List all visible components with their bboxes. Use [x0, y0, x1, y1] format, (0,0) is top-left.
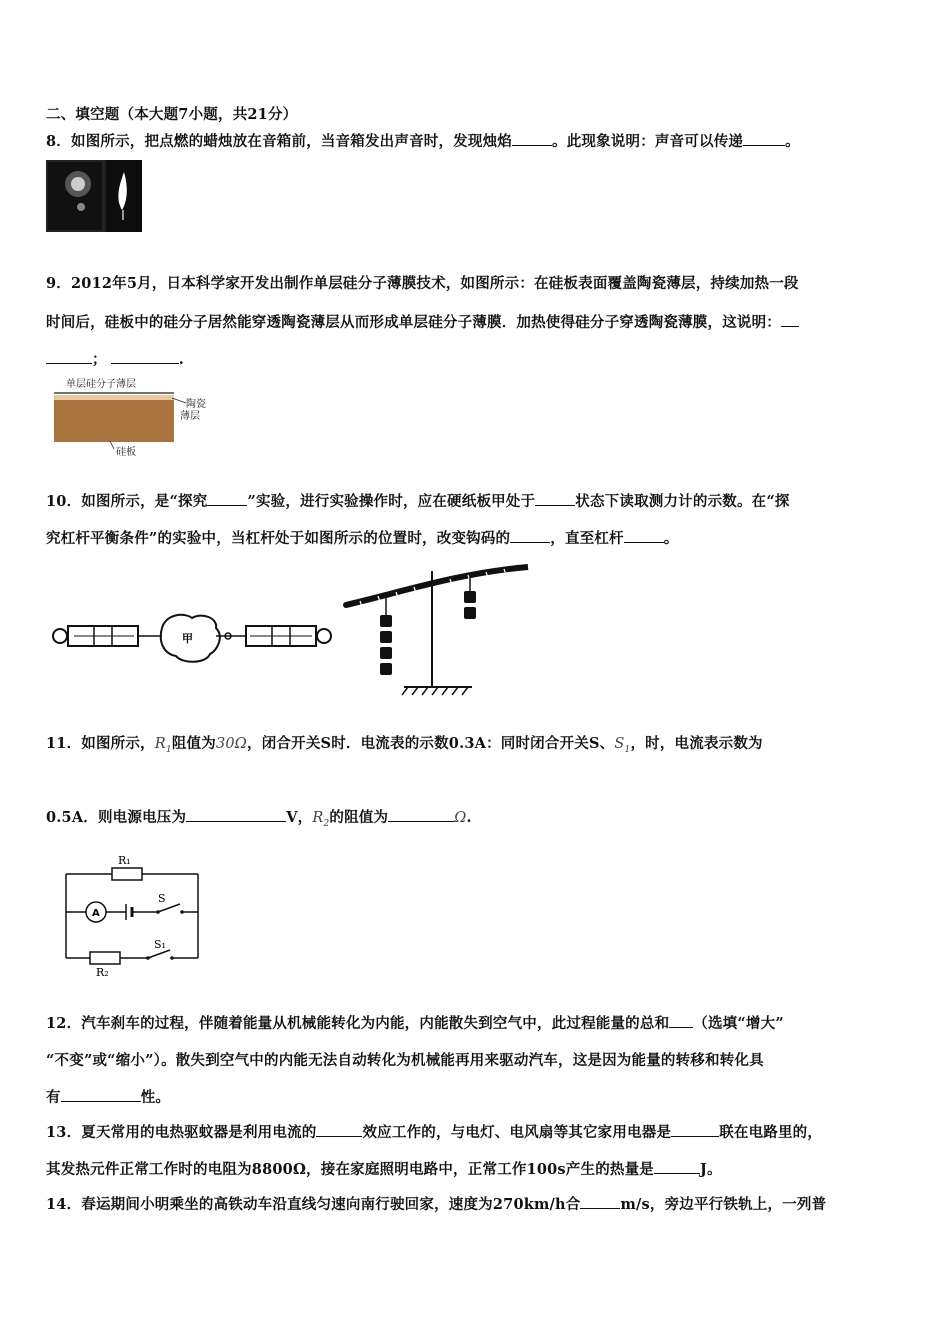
q13-text-a: 13．夏天常用的电热驱蚊器是利用电流的 — [46, 1124, 317, 1141]
question-13-line-2 — [46, 1158, 722, 1179]
q10-text-f: 。 — [663, 530, 679, 547]
film-right-label-1: 陶瓷 — [186, 399, 206, 410]
q13-blank-3[interactable] — [654, 1161, 700, 1174]
speaker-candle-figure — [46, 160, 142, 232]
q9-end: . — [178, 351, 184, 368]
ammeter-label: A — [92, 908, 100, 919]
question-10-line-1 — [46, 490, 790, 511]
q8-blank-2[interactable] — [743, 133, 785, 146]
q9-line2-text: 时间后，硅板中的硅分子居然能穿透陶瓷薄层从而形成单层硅分子薄膜．加热使得硅分子穿透陶瓷薄膜，这说明： — [46, 314, 781, 331]
q8-text-c: 。 — [785, 133, 800, 150]
q12-text-b: （选填“增大” — [693, 1015, 784, 1032]
section-title: 二、填空题（本大题7小题，共21分） — [46, 106, 298, 123]
question-8 — [46, 130, 800, 151]
q12-text-d: 性。 — [140, 1089, 171, 1106]
q10-text-a: 10．如图所示，是“探究 — [46, 493, 208, 510]
q9-blank-2[interactable] — [111, 351, 179, 364]
film-bottom-label: 硅板 — [116, 447, 136, 457]
q10-blank-3[interactable] — [510, 530, 550, 543]
q14-text-a: 14．春运期间小明乘坐的高铁动车沿直线匀速向南行驶回家，速度为270km/h合 — [46, 1196, 581, 1213]
q10-text-c: 状态下读取测力计的示数。在“探 — [575, 493, 790, 510]
circuit-s-label: S — [158, 892, 166, 905]
q13-blank-1[interactable] — [316, 1124, 362, 1137]
circuit-r2-label: R₂ — [96, 966, 109, 979]
q11-text-f: V， — [286, 809, 313, 826]
ohm-unit: Ω — [454, 810, 467, 826]
q13-text-c: 联在电路里的， — [719, 1124, 823, 1141]
question-12-line-1 — [46, 1012, 784, 1033]
q9-blank-1a[interactable] — [781, 314, 799, 327]
q8-blank-1[interactable] — [512, 133, 552, 146]
q10-blank-1[interactable] — [207, 493, 247, 506]
q13-blank-2[interactable] — [671, 1124, 719, 1137]
question-9-line-1: 9．2012年5月，日本科学家开发出制作单层硅分子薄膜技术，如图所示：在硅板表面覆盖陶瓷薄层，持续加热一段 — [46, 275, 799, 292]
question-12-line-2: “不变”或“缩小”）。散失到空气中的内能无法自动转化为机械能再用来驱动汽车，这是因为能量的转移和转化具 — [46, 1052, 764, 1069]
question-11-line-2 — [46, 806, 472, 829]
r1-value: 30Ω — [215, 736, 248, 752]
q11-text-d: ，时，电流表示数为 — [630, 735, 763, 752]
circuit-s1-label: S₁ — [154, 938, 166, 951]
q14-blank-1[interactable] — [580, 1196, 620, 1209]
question-10-line-2 — [46, 527, 678, 548]
q8-text-a: 8．如图所示，把点燃的蜡烛放在音箱前，当音箱发出声音时，发现烛焰 — [46, 133, 512, 150]
q10-blank-2[interactable] — [535, 493, 575, 506]
q11-text-c: ，闭合开关S时．电流表的示数0.3A：同时闭合开关S、 — [247, 735, 615, 752]
q11-text-g: 的阻值为 — [329, 809, 389, 826]
q11-blank-2[interactable] — [388, 809, 454, 822]
q10-text-e: ，直至杠杆 — [550, 530, 624, 547]
question-9-line-2 — [46, 311, 799, 332]
q13-text-e: J。 — [700, 1161, 722, 1178]
q14-text-b: m/s，旁边平行铁轨上，一列普 — [620, 1196, 827, 1213]
q11-end: . — [466, 809, 472, 826]
q12-blank-1[interactable] — [669, 1015, 693, 1028]
cardboard-label: 甲 — [182, 632, 193, 645]
question-13-line-1 — [46, 1121, 822, 1142]
q10-text-b: ”实验，进行实验操作时，应在硬纸板甲处于 — [247, 493, 536, 510]
question-14-line-1 — [46, 1193, 826, 1214]
q9-separator: ； — [92, 351, 107, 368]
film-right-label-2: 薄层 — [180, 411, 200, 422]
lever-figure — [338, 563, 538, 701]
q11-text-e: 0.5A．则电源电压为 — [46, 809, 187, 826]
question-9-line-3 — [46, 348, 184, 369]
s1-symbol: $S_1$ — [614, 736, 631, 755]
r1-symbol: $R_1$ — [154, 736, 172, 755]
question-11-line-1 — [46, 732, 763, 755]
circuit-r1-label: R₁ — [118, 854, 131, 867]
force-balance-figure — [50, 608, 335, 668]
q10-text-d: 究杠杆平衡条件”的实验中，当杠杆处于如图所示的位置时，改变钩码的 — [46, 530, 511, 547]
q8-text-b: 。此现象说明：声音可以传递 — [552, 133, 744, 150]
q13-text-d: 其发热元件正常工作时的电阻为8800Ω，接在家庭照明电路中，正常工作100s产生的热量是 — [46, 1161, 654, 1178]
r2-symbol: $R_2$ — [312, 810, 330, 829]
q12-blank-2[interactable] — [61, 1089, 141, 1102]
film-top-label: 单层硅分子薄层 — [66, 379, 136, 390]
question-12-line-3 — [46, 1086, 170, 1107]
q9-blank-1b[interactable] — [46, 351, 92, 364]
q12-text-a: 12．汽车刹车的过程，伴随着能量从机械能转化为内能，内能散失到空气中，此过程能量的总和 — [46, 1015, 670, 1032]
q12-text-c: 有 — [46, 1089, 61, 1106]
q11-text-b: 阻值为 — [171, 735, 216, 752]
silicon-film-figure — [54, 375, 214, 457]
circuit-figure — [58, 852, 208, 980]
q11-text-a: 11．如图所示， — [46, 735, 155, 752]
q10-blank-4[interactable] — [624, 530, 664, 543]
q13-text-b: 效应工作的，与电灯、电风扇等其它家用电器是 — [362, 1124, 672, 1141]
q11-blank-1[interactable] — [186, 809, 286, 822]
